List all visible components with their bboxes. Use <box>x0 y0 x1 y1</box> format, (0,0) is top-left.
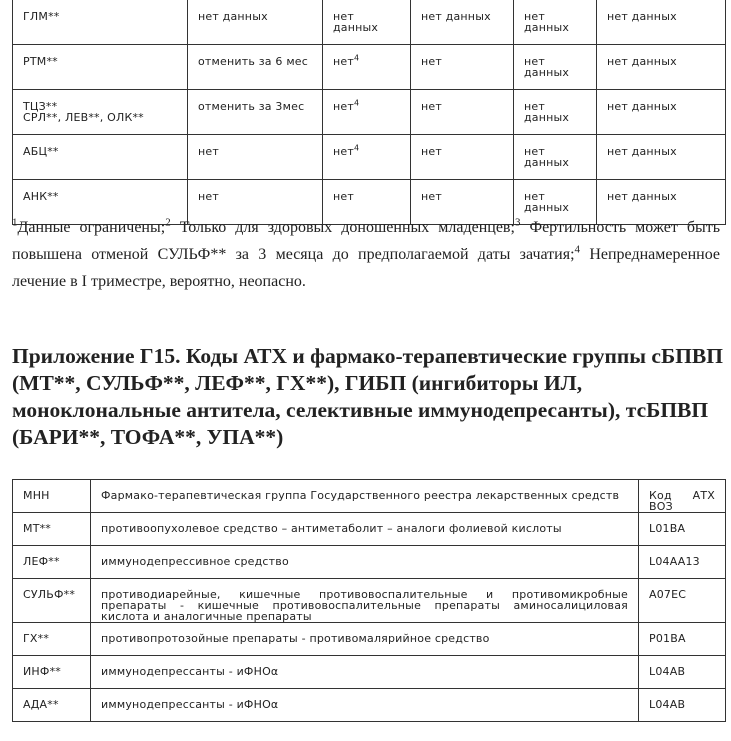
table-cell: нет данных <box>597 0 726 45</box>
table-cell: нет <box>188 180 323 225</box>
cell-text: нет <box>333 145 354 158</box>
table-cell: нет данных <box>514 135 597 180</box>
footnote-number: 1 <box>12 216 18 229</box>
footnote-text: Только для здоровых доношенных младенцев; <box>170 219 515 236</box>
table-cell: отменить за 6 мес <box>188 45 323 90</box>
table-cell <box>323 135 411 180</box>
code-cell: L04AB <box>639 689 726 722</box>
table-row <box>13 656 726 689</box>
section-heading: Приложение Г15. Коды АТХ и фармако-терапевтические группы сБПВП (МТ**, СУЛЬФ**, ЛЕФ**, ГХ**), ГИБП (ингибиторы ИЛ, моноклональные антитела, селективные иммунодепресанты), тсБПВП (БАРИ**, ТОФА**, УПА**) <box>12 344 723 449</box>
footnote-number: 3 <box>514 216 521 229</box>
footnote-text: Данные ограничены; <box>17 219 166 236</box>
group-cell: противодиарейные, кишечные противовоспалительные и противомикробные препараты - кишечные противовоспалительные препараты аминосалициловая кислота и аналогичные препараты <box>91 579 639 623</box>
mnn-cell: ИНФ** <box>13 656 91 689</box>
table-row <box>13 45 726 90</box>
table-cell: нет данных <box>597 180 726 225</box>
drug-cell: ГЛМ** <box>13 0 188 45</box>
table-row <box>13 90 726 135</box>
table-cell: нет данных <box>323 0 411 45</box>
footnote-number: 2 <box>165 216 171 229</box>
atc-codes-table <box>12 479 726 722</box>
cell-text: нет <box>333 55 354 68</box>
group-cell: иммунодепрессивное средство <box>91 546 639 579</box>
drug-cell: АНК** <box>13 180 188 225</box>
mnn-cell: СУЛЬФ** <box>13 579 91 623</box>
mnn-cell: МТ** <box>13 513 91 546</box>
table-cell: нет данных <box>597 90 726 135</box>
footnote-number: 4 <box>574 243 581 256</box>
code-cell: L04AA13 <box>639 546 726 579</box>
cell-text: нет <box>333 100 354 113</box>
code-cell: L01BA <box>639 513 726 546</box>
table-row <box>13 135 726 180</box>
drug-cell: РТМ** <box>13 45 188 90</box>
table-cell: нет данных <box>514 0 597 45</box>
header-group: Фармако-терапевтическая группа Государственного реестра лекарственных средств <box>91 480 639 513</box>
drug-line: ТЦЗ** <box>23 100 58 113</box>
table-cell: нет данных <box>514 180 597 225</box>
table-cell: нет данных <box>514 45 597 90</box>
code-cell: P01BA <box>639 623 726 656</box>
table-row <box>13 546 726 579</box>
footnotes-paragraph <box>12 214 720 295</box>
table-cell: нет <box>323 180 411 225</box>
group-cell: противоопухолевое средство – антиметаболит – аналоги фолиевой кислоты <box>91 513 639 546</box>
drug-cell: АБЦ** <box>13 135 188 180</box>
table-cell <box>323 45 411 90</box>
footnote-text: Фертильность может быть повышена отменой СУЛЬФ** за 3 месяца до предполагаемой даты зачатия; <box>12 219 720 263</box>
table-row <box>13 689 726 722</box>
table-cell: нет <box>188 135 323 180</box>
footnote-text: Непреднамеренное лечение в I триместре, вероятно, неопасно. <box>12 246 720 290</box>
mnn-cell: ЛЕФ** <box>13 546 91 579</box>
table-cell: нет данных <box>514 90 597 135</box>
drug-line: СРЛ**, ЛЕВ**, ОЛК** <box>23 111 144 124</box>
table-row <box>13 0 726 45</box>
table-row <box>13 579 726 623</box>
header-code: Код АТХ ВОЗ <box>639 480 726 513</box>
table-cell: нет <box>411 90 514 135</box>
footnote-ref: 4 <box>353 53 360 63</box>
footnote-ref: 4 <box>353 98 360 108</box>
header-mnn: МНН <box>13 480 91 513</box>
group-cell: противопротозойные препараты - противомалярийное средство <box>91 623 639 656</box>
table-header-row <box>13 480 726 513</box>
table-row <box>13 513 726 546</box>
code-cell: L04AB <box>639 656 726 689</box>
compatibility-table <box>12 0 726 225</box>
drug-cell <box>13 90 188 135</box>
footnote-ref: 4 <box>353 143 360 153</box>
table-row <box>13 623 726 656</box>
mnn-cell: АДА** <box>13 689 91 722</box>
table-cell: отменить за 3мес <box>188 90 323 135</box>
code-cell: A07EC <box>639 579 726 623</box>
table-cell: нет <box>411 180 514 225</box>
table-cell: нет данных <box>597 45 726 90</box>
table-cell <box>323 90 411 135</box>
table-cell: нет данных <box>411 0 514 45</box>
group-cell: иммунодепрессанты - иФНОα <box>91 656 639 689</box>
group-cell: иммунодепрессанты - иФНОα <box>91 689 639 722</box>
table-cell: нет <box>411 135 514 180</box>
mnn-cell: ГХ** <box>13 623 91 656</box>
table-cell: нет <box>411 45 514 90</box>
table-cell: нет данных <box>188 0 323 45</box>
table-cell: нет данных <box>597 135 726 180</box>
